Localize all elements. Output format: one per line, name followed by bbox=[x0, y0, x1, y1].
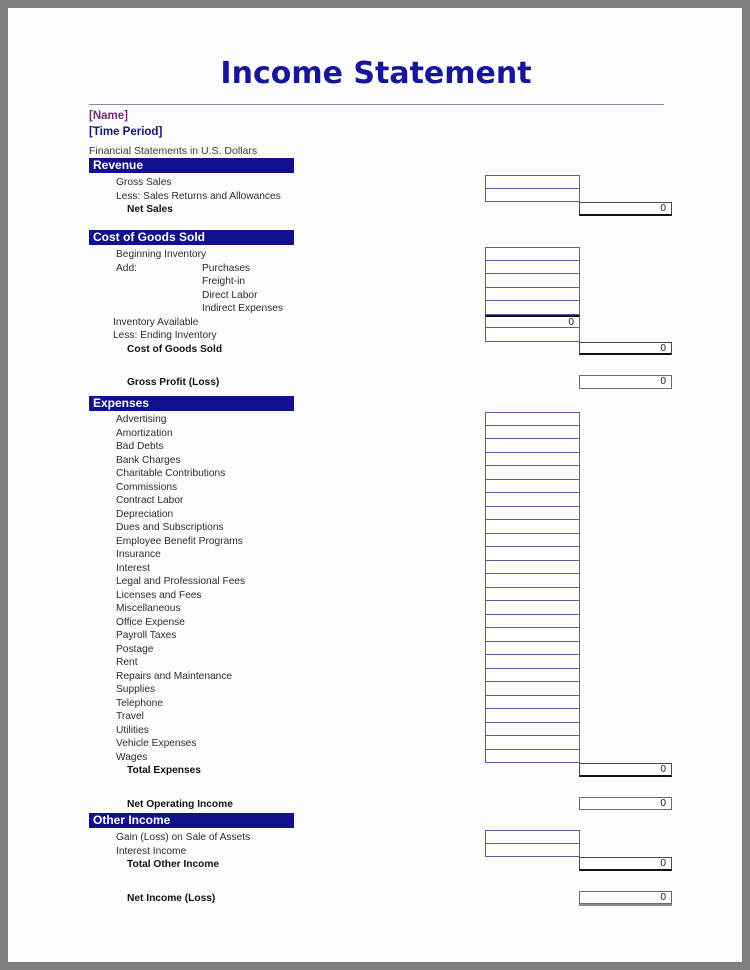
row-label: Office Expense bbox=[116, 616, 185, 628]
row-label: Licenses and Fees bbox=[116, 589, 202, 601]
entry-box[interactable] bbox=[485, 844, 580, 858]
section-header-expenses: Expenses bbox=[89, 396, 294, 411]
section-header-cost-of-goods-sold: Cost of Goods Sold bbox=[89, 230, 294, 245]
row-label: Freight-in bbox=[202, 276, 246, 287]
entry-box[interactable] bbox=[485, 493, 580, 507]
row-label: Net Income (Loss) bbox=[127, 892, 216, 904]
entry-box[interactable] bbox=[485, 507, 580, 521]
entry-box[interactable] bbox=[485, 628, 580, 642]
row-label: Employee Benefit Programs bbox=[116, 535, 243, 547]
entry-box[interactable] bbox=[485, 466, 580, 480]
entry-box[interactable] bbox=[485, 328, 580, 342]
total-box: 0 bbox=[579, 763, 672, 777]
entry-box[interactable] bbox=[485, 736, 580, 750]
company-name-field[interactable]: [Name] bbox=[89, 110, 128, 122]
row-label: Travel bbox=[116, 711, 144, 722]
section-header-revenue: Revenue bbox=[89, 158, 294, 173]
row-label: Payroll Taxes bbox=[116, 630, 177, 641]
entry-box[interactable] bbox=[485, 453, 580, 467]
entry-box[interactable] bbox=[485, 534, 580, 548]
entry-box[interactable] bbox=[485, 520, 580, 534]
entry-box[interactable] bbox=[485, 301, 580, 315]
row-label: Total Expenses bbox=[127, 765, 201, 776]
row-label: Charitable Contributions bbox=[116, 468, 226, 479]
row-label: Telephone bbox=[116, 697, 164, 709]
total-box: 0 bbox=[579, 375, 672, 389]
entry-box[interactable] bbox=[485, 601, 580, 615]
row-label: Interest Income bbox=[116, 845, 187, 857]
total-box: 0 bbox=[579, 797, 672, 811]
entry-box[interactable] bbox=[485, 588, 580, 602]
page-title: Income Statement bbox=[220, 56, 532, 91]
row-label: Miscellaneous bbox=[116, 603, 181, 614]
row-label: Gross Profit (Loss) bbox=[127, 377, 220, 388]
row-label: Legal and Professional Fees bbox=[116, 576, 246, 587]
row-label: Less: Sales Returns and Allowances bbox=[116, 190, 281, 202]
entry-box[interactable] bbox=[485, 655, 580, 669]
row-label: Supplies bbox=[116, 684, 156, 695]
entry-box[interactable] bbox=[485, 615, 580, 629]
entry-box[interactable] bbox=[485, 642, 580, 656]
row-label: Gain (Loss) on Sale of Assets bbox=[116, 832, 251, 843]
row-label: Net Sales bbox=[127, 204, 173, 215]
section-header-other-income: Other Income bbox=[89, 813, 294, 828]
row-label: Postage bbox=[116, 643, 154, 655]
entry-box[interactable] bbox=[485, 696, 580, 710]
total-box: 0 bbox=[579, 857, 672, 871]
row-label: Bank Charges bbox=[116, 454, 181, 466]
entry-box[interactable] bbox=[485, 547, 580, 561]
row-label: Total Other Income bbox=[127, 859, 220, 870]
entry-box[interactable] bbox=[485, 480, 580, 494]
document-page bbox=[8, 8, 742, 962]
entry-box[interactable] bbox=[485, 439, 580, 453]
entry-box[interactable] bbox=[485, 750, 580, 764]
row-label: Repairs and Maintenance bbox=[116, 670, 233, 682]
entry-box[interactable] bbox=[485, 574, 580, 588]
row-label: Depreciation bbox=[116, 508, 174, 520]
row-label: Rent bbox=[116, 657, 138, 668]
entry-box[interactable] bbox=[485, 723, 580, 737]
entry-box[interactable] bbox=[485, 830, 580, 844]
entry-box[interactable] bbox=[485, 682, 580, 696]
total-box: 0 bbox=[579, 202, 672, 216]
row-label: Less: Ending Inventory bbox=[113, 330, 217, 341]
entry-box[interactable] bbox=[485, 247, 580, 261]
title-divider bbox=[89, 104, 664, 105]
row-label: Inventory Available bbox=[113, 316, 199, 328]
row-label: Indirect Expenses bbox=[202, 303, 283, 314]
row-label: Cost of Goods Sold bbox=[127, 343, 223, 355]
entry-box[interactable] bbox=[485, 261, 580, 275]
row-label: Contract Labor bbox=[116, 495, 184, 506]
total-box: 0 bbox=[579, 342, 672, 356]
time-period-field[interactable]: [Time Period] bbox=[89, 126, 163, 138]
row-label: Utilities bbox=[116, 724, 149, 736]
entry-box[interactable] bbox=[485, 274, 580, 288]
row-label: Wages bbox=[116, 751, 148, 763]
row-label: Amortization bbox=[116, 427, 173, 439]
entry-box[interactable] bbox=[485, 175, 580, 189]
row-label: Advertising bbox=[116, 414, 167, 425]
row-label: Insurance bbox=[116, 549, 161, 560]
total-box: 0 bbox=[579, 891, 672, 905]
row-label: Gross Sales bbox=[116, 177, 172, 188]
row-label: Add: bbox=[116, 262, 137, 274]
entry-box[interactable] bbox=[485, 412, 580, 426]
row-label: Bad Debts bbox=[116, 441, 164, 452]
row-label: Net Operating Income bbox=[127, 798, 233, 810]
row-label: Interest bbox=[116, 562, 150, 574]
entry-box[interactable] bbox=[485, 288, 580, 302]
row-label: Commissions bbox=[116, 481, 178, 493]
entry-box[interactable] bbox=[485, 561, 580, 575]
entry-box[interactable] bbox=[485, 426, 580, 440]
row-label: Beginning Inventory bbox=[116, 249, 207, 260]
currency-subtitle: Financial Statements in U.S. Dollars bbox=[89, 145, 258, 157]
entry-box[interactable] bbox=[485, 189, 580, 203]
entry-box[interactable] bbox=[485, 669, 580, 683]
row-label: Dues and Subscriptions bbox=[116, 522, 224, 533]
row-sublabel: Purchases bbox=[202, 262, 251, 274]
row-label: Vehicle Expenses bbox=[116, 738, 197, 749]
row-label: Direct Labor bbox=[202, 289, 258, 301]
entry-box[interactable]: 0 bbox=[485, 315, 580, 329]
entry-box[interactable] bbox=[485, 709, 580, 723]
